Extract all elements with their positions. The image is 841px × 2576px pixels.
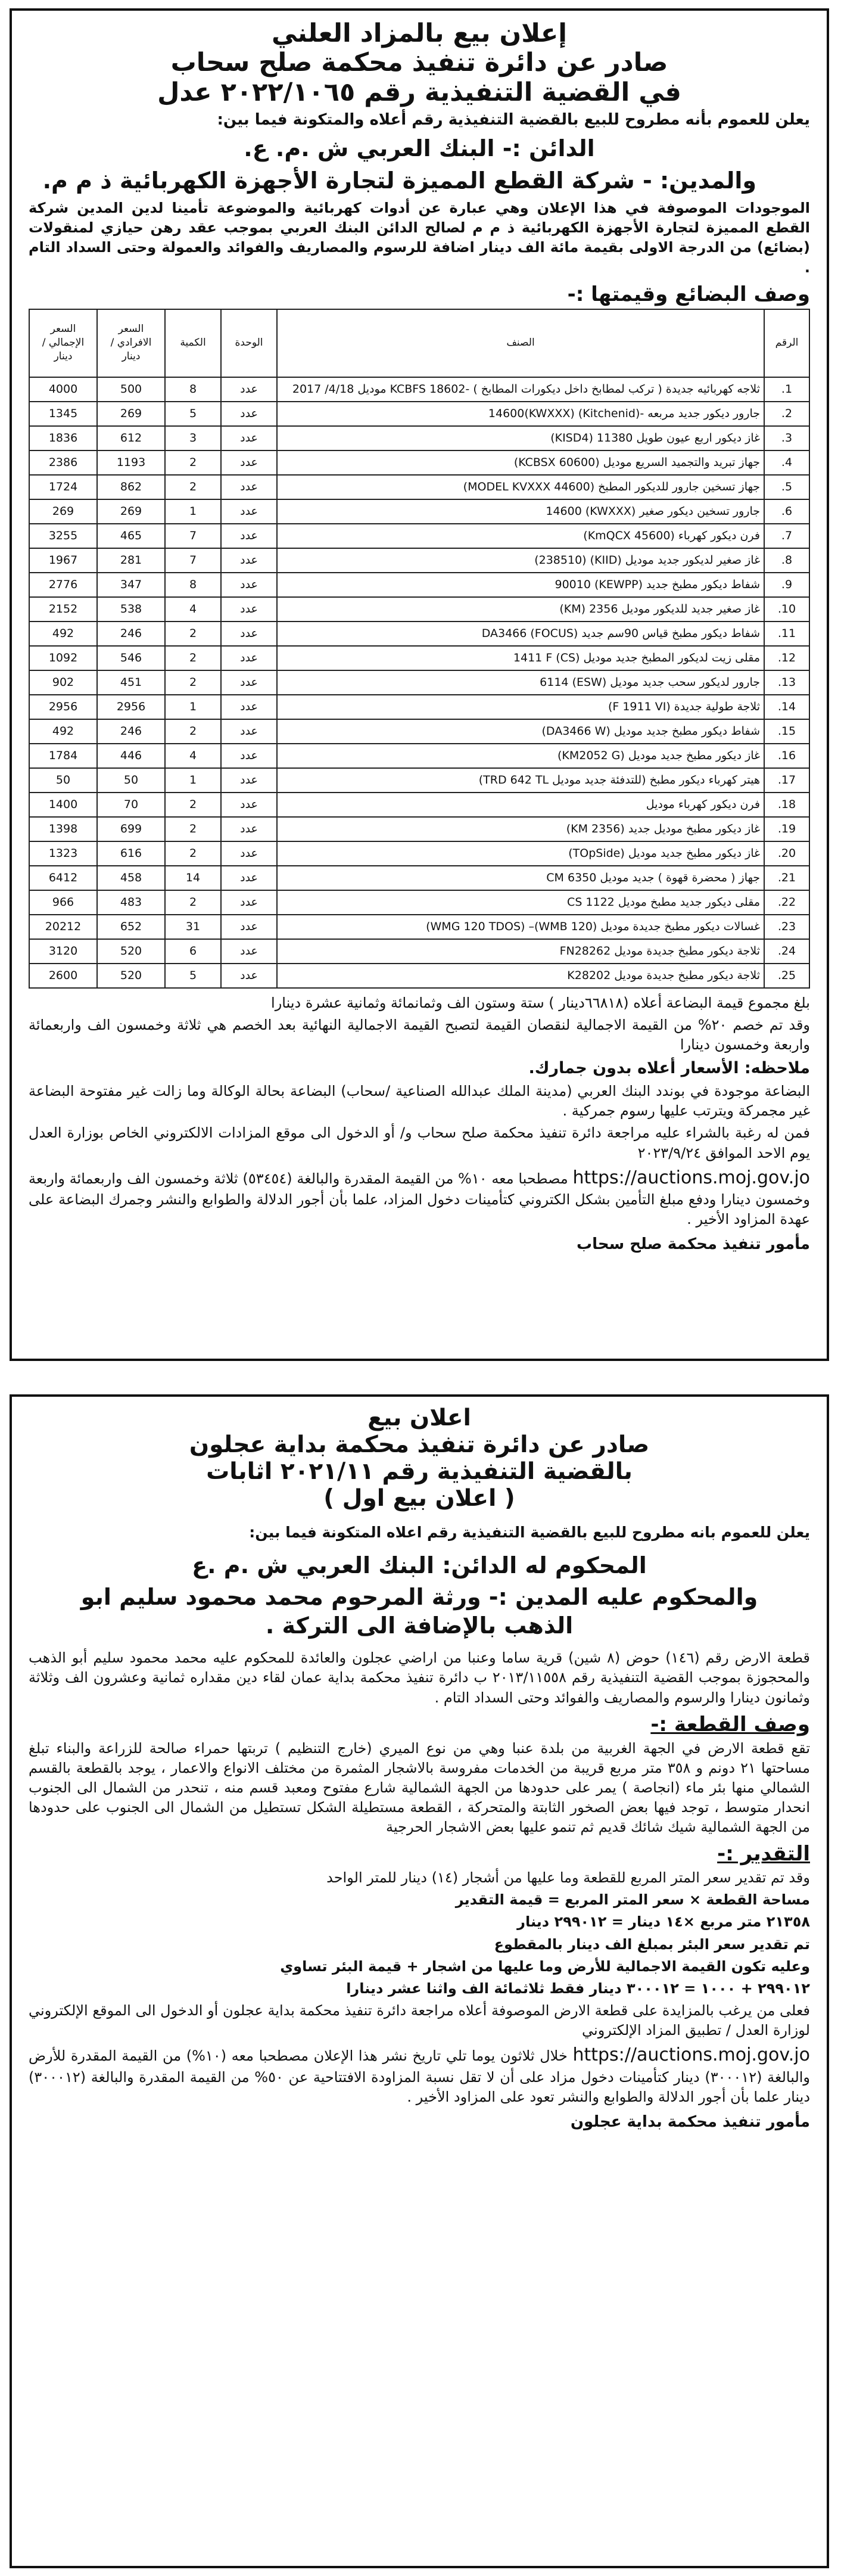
cell-total: 492 [29,622,97,646]
cell-total: 2776 [29,573,97,597]
note: ملاحظه: الأسعار أعلاه بدون جمارك. [528,1058,810,1077]
cell-total: 20212 [29,915,97,939]
valuation-line-2: مساحة القطعة × سعر المتر المربع = قيمة التقدير [455,1891,810,1909]
cell-no: 1. [764,377,809,402]
table-row [29,597,809,622]
table-row [29,964,809,988]
cell-item: غاز ديكور مطبخ جديد موديل (KM2052 G) [277,744,764,768]
cell-total: 2386 [29,450,97,475]
table-row [29,622,809,646]
cell-no: 24. [764,939,809,964]
goods-heading: وصف البضائع وقيمتها :- [567,282,810,306]
cell-item: مقلى زيت لديكور المطبخ جديد موديل (CS) 1411 F [277,646,764,670]
cell-unit: عدد [221,573,277,597]
cell-no: 3. [764,426,809,450]
cell-total: 1784 [29,744,97,768]
cell-item: غاز ديكور اربع عيون طويل 11380 (KISD4) [277,426,764,450]
cell-unit: عدد [221,964,277,988]
cell-qty: 1 [165,768,221,793]
table-row [29,548,809,573]
cell-unit-price: 1193 [97,450,165,475]
cell-qty: 2 [165,719,221,744]
cell-item: فرن ديكور كهرباء موديل [277,793,764,817]
cell-no: 22. [764,890,809,915]
goods-table [29,309,810,989]
cell-item: غسالات ديكور مطبخ جديدة موديل (WMB 120)– (WMG 120 TDOS) [277,915,764,939]
cell-total: 1092 [29,646,97,670]
cell-unit-price: 546 [97,646,165,670]
cell-unit-price: 862 [97,475,165,499]
cell-unit: عدد [221,475,277,499]
cell-qty: 6 [165,939,221,964]
valuation-heading: التقدير :- [717,1842,810,1866]
cell-item: ثلاجة ديكور مطبخ جديدة موديل FN28262 [277,939,764,964]
cell-unit: عدد [221,939,277,964]
cell-no: 4. [764,450,809,475]
cell-total: 4000 [29,377,97,402]
cell-no: 15. [764,719,809,744]
goods-table-header [29,309,809,377]
discount-text: وقد تم خصم ٢٠% من القيمة الاجمالية لنقصان القيمة لتصبح القيمة الاجمالية النهائية بعد الخصم هي ثلاثة وخمسون الف واربعمائة واربعة وخمسون دينارا [29,1016,811,1053]
cell-total: 6412 [29,866,97,890]
cell-no: 10. [764,597,809,622]
cell-total: 3120 [29,939,97,964]
notice2-auction-url[interactable]: https://auctions.moj.gov.jo [572,2044,810,2066]
total-text: بلغ مجموع قيمة البضاعة أعلاه (٦٦٨١٨دينار ) ستة وستون الف وثمانمائة وثمانية عشرة دينارا [271,994,810,1011]
table-row [29,744,809,768]
cell-no: 2. [764,402,809,426]
cell-item: شفاط ديكور مطبخ جديد موديل (DA3466 W) [277,719,764,744]
notice1-title: إعلان بيع بالمزاد العلني [271,18,568,48]
location-text: البضاعة موجودة في بوندد البنك العربي (مدينة الملك عبدالله الصناعية /سحاب) البضاعة بحالة الوكالة وما زالت غير مفتوحة البضاعة غير مجمركة ويترتب عليها رسوم جمركية . [29,1083,810,1120]
notice1-signature: مأمور تنفيذ محكمة صلح سحاب [577,1235,810,1254]
cell-unit: عدد [221,548,277,573]
cell-no: 6. [764,499,809,524]
notice2-creditor: المحكوم له الدائن: البنك العربي ش .م .ع [192,1552,647,1578]
cell-unit-price: 465 [97,524,165,548]
table-row [29,402,809,426]
cell-unit-price: 269 [97,499,165,524]
cell-unit: عدد [221,524,277,548]
cell-qty: 14 [165,866,221,890]
goods-table-body [29,377,809,988]
cell-unit-price: 2956 [97,695,165,719]
cell-unit: عدد [221,622,277,646]
cell-no: 25. [764,964,809,988]
cell-unit: عدد [221,793,277,817]
table-row [29,890,809,915]
cell-unit: عدد [221,670,277,695]
notice2-bid-text-1: فعلى من يرغب بالمزايدة على قطعة الارض الموصوفة أعلاه مراجعة دائرة تنفيذ محكمة بداية عجلون أو الدخول الى الموقع الإلكتروني لوزارة العدل / تطبيق المزاد الإلكتروني [29,2002,810,2039]
cell-qty: 7 [165,524,221,548]
cell-item: غاز صغير لديكور جديد موديل (KIID) (238510) [277,548,764,573]
cell-no: 18. [764,793,809,817]
cell-item: جارور لديكور سحب جديد موديل (ESW) 6114 [277,670,764,695]
auction-url[interactable]: https://auctions.moj.gov.jo [572,1167,811,1188]
cell-item: جهاز ( محضرة قهوة ) جديد موديل CM 6350 [277,866,764,890]
cell-qty: 2 [165,890,221,915]
cell-unit-price: 269 [97,402,165,426]
cell-item: ثلاجه كهربائيه جديدة ( تركب لمطابخ داخل ديكورات المطابخ ) -KCBFS 18602 موديل 4/18/ 2017 [277,377,764,402]
cell-total: 2152 [29,597,97,622]
notice2-bid-text-2 [29,2043,810,2107]
cell-no: 14. [764,695,809,719]
notice1-intro: يعلن للعموم بأنه مطروح للبيع بالقضية التنفيذية رقم أعلاه والمتكونة فيما بين: [217,111,810,129]
table-row [29,719,809,744]
cell-unit-price: 446 [97,744,165,768]
notice2-intro: يعلن للعموم بانه مطروح للبيع بالقضية التنفيذية رقم اعلاه المتكونة فيما بين: [249,1524,810,1542]
cell-unit: عدد [221,890,277,915]
cell-unit-price: 616 [97,841,165,866]
plot-heading: وصف القطعة :- [650,1712,810,1736]
cell-qty: 8 [165,573,221,597]
cell-no: 20. [764,841,809,866]
table-row [29,915,809,939]
land-text: قطعة الارض رقم (١٤٦) حوض (٨ شين) قرية ساما وعنبا من اراضي عجلون والعائدة للمحكوم عليه محمد محمود سليم أبو الذهب والمحجوزة بموجب القضية التنفيذية رقم ٢٠١٣/١١٥٥٨ ب دائرة تنفيذ محكمة بداية عمان لقاء دين مقداره ثمانية وعشرون الف وثلاثة وثمانون دينارا والرسوم والمصاريف والفوائد وحتى السداد التام . [29,1649,811,1706]
valuation-line-1: وقد تم تقدير سعر المتر المربع للقطعة وما عليها من أشجار (١٤) دينار للمتر الواحد [326,1869,810,1887]
cell-unit-price: 70 [97,793,165,817]
cell-unit: عدد [221,597,277,622]
plot-text: تقع قطعة الارض في الجهة الغربية من بلدة عنبا وهي من نوع الميري (خارج التنظيم ) تربتها حمراء صالحة للزراعة والبناء تبلغ مساحتها ٢١ دونم و ٣٥٨ متر مربع قريبة من الخدمات مفروسة بالاشجار المثمرة من مختلف الانواع والاعمار ، يوجد بالقطعة بالقسم الشمالي منها بئر ماء (انجاصة ) يمر على حدودها من الجهة الشمالية شارع مفتوح ومعبد قسم منه ، تنحدر من الشمال الى الجنوب انحدار متوسط ، توجد فيها بعض الصخور الثابتة والمتحركة ، القطعة مستطيلة الشكل تستطيل من الشمال الى الجنوب على حدودها من الجهة الشمالية شيك شائك قديم ثم تنمو عليها بعض الاشجار الحرجية [29,1739,810,1836]
cell-total: 1345 [29,402,97,426]
cell-total: 2600 [29,964,97,988]
cell-no: 19. [764,817,809,841]
table-row [29,866,809,890]
cell-total: 966 [29,890,97,915]
cell-qty: 4 [165,744,221,768]
cell-unit-price: 538 [97,597,165,622]
table-row [29,646,809,670]
cell-no: 16. [764,744,809,768]
cell-unit: عدد [221,817,277,841]
valuation-line-6: ٢٩٩٠١٢ + ١٠٠٠ = ٣٠٠٠١٢ دينار فقط ثلاثمائة الف واثنا عشر دينارا [346,1980,810,1997]
cell-no: 12. [764,646,809,670]
table-row [29,450,809,475]
cell-item: ثلاجة ديكور مطبخ جديدة موديل K28202 [277,964,764,988]
cell-no: 21. [764,866,809,890]
cell-unit-price: 652 [97,915,165,939]
cell-unit: عدد [221,866,277,890]
header-no: الرقم [764,309,809,377]
header-unit-price: السعر الافرادي / دينار [97,309,165,377]
cell-total: 1836 [29,426,97,450]
cell-no: 8. [764,548,809,573]
cell-total: 1967 [29,548,97,573]
notice1-issuer: صادر عن دائرة تنفيذ محكمة صلح سحاب [170,48,668,78]
cell-item: جارور ديكور جديد مربعه -(Kitchenid) 14600(KWXXX) [277,402,764,426]
cell-total: 1398 [29,817,97,841]
cell-total: 1323 [29,841,97,866]
table-row [29,768,809,793]
cell-unit-price: 500 [97,377,165,402]
bid-text-1: فمن له رغبة بالشراء عليه مراجعة دائرة تنفيذ محكمة صلح سحاب و/ أو الدخول الى موقع المزادات الالكتروني الخاص بوزارة العدل يوم الاحد الموافق ٢٠٢٣/٩/٢٤ [29,1124,810,1161]
table-row [29,695,809,719]
cell-qty: 3 [165,426,221,450]
cell-qty: 2 [165,793,221,817]
cell-unit-price: 246 [97,622,165,646]
cell-item: شفاط ديكور مطبخ قياس 90سم جديد (FOCUS) DA3466 [277,622,764,646]
cell-item: جهاز تبريد والتجميد السريع موديل (KCBSX 60600) [277,450,764,475]
notice2-signature: مأمور تنفيذ محكمة بداية عجلون [570,2112,810,2131]
cell-unit-price: 281 [97,548,165,573]
notice2-subtitle: ( اعلان بيع اول ) [323,1484,515,1512]
cell-qty: 2 [165,817,221,841]
cell-item: غاز صغير جديد للديكور موديل 2356 (KM) [277,597,764,622]
cell-total: 902 [29,670,97,695]
cell-qty: 8 [165,377,221,402]
cell-qty: 31 [165,915,221,939]
cell-item: فرن ديكور كهرباء (KmQCX 45600) [277,524,764,548]
cell-unit-price: 612 [97,426,165,450]
table-row [29,939,809,964]
cell-no: 5. [764,475,809,499]
cell-total: 50 [29,768,97,793]
cell-unit-price: 347 [97,573,165,597]
bid-text-2-body: مصطحبا معه ١٠% من القيمة المقدرة والبالغة (٥٣٤٥٤) ثلاثة وخمسون الف واربعمائة واربعة وخمسون دينارا ودفع مبلغ التأمين بشكل الكتروني كتأمينات دخول المزاد، علما بأن أجور الدلالة والطوابع والنشر وجمرك البضاعة على عهدة المزاود الأخير . [29,1170,810,1228]
notice2-case: بالقضية التنفيذية رقم ٢٠٢١/١١ اثابات [206,1458,633,1485]
table-row [29,475,809,499]
notice1-case: في القضية التنفيذية رقم ٢٠٢٢/١٠٦٥ عدل [157,77,681,107]
cell-no: 17. [764,768,809,793]
bid-text-2 [29,1166,810,1230]
cell-total: 1400 [29,793,97,817]
table-row [29,793,809,817]
cell-qty: 2 [165,475,221,499]
table-row [29,670,809,695]
cell-item: غاز ديكور مطبخ جديد موديل (TOpSide) [277,841,764,866]
cell-unit-price: 699 [97,817,165,841]
cell-unit-price: 520 [97,964,165,988]
cell-item: ثلاجة طولية جديدة (F 1911 VI) [277,695,764,719]
cell-total: 492 [29,719,97,744]
cell-item: جهاز تسخين جارور للديكور المطبخ (MODEL KVXXX 44600) [277,475,764,499]
cell-item: شفاط ديكور مطبخ جديد (KEWPP) 90010 [277,573,764,597]
cell-no: 9. [764,573,809,597]
table-row [29,499,809,524]
cell-unit-price: 50 [97,768,165,793]
cell-unit-price: 458 [97,866,165,890]
cell-unit: عدد [221,768,277,793]
cell-unit-price: 451 [97,670,165,695]
cell-unit: عدد [221,450,277,475]
table-row [29,817,809,841]
cell-unit-price: 520 [97,939,165,964]
cell-no: 11. [764,622,809,646]
cell-unit-price: 246 [97,719,165,744]
cell-qty: 2 [165,670,221,695]
cell-qty: 2 [165,450,221,475]
table-row [29,524,809,548]
cell-unit: عدد [221,841,277,866]
header-item: الصنف [277,309,764,377]
notice1-description: الموجودات الموصوفة في هذا الإعلان وهي عبارة عن أدوات كهربائية والموضوعة تأمينا لدين المدين شركة القطع المميزة لتجارة الأجهزة الكهربائية ذ م م لصالح الدائن البنك العربي بموجب عقد رهن حيازي لمنقولات (بضائع) من الدرجة الاولى بقيمة مائة الف دينار اضافة للرسوم والمصاريف والفوائد والعمولة وحتى السداد التام . [29,200,810,276]
table-row [29,426,809,450]
valuation-line-5: وعليه تكون القيمة الاجمالية للأرض وما عليها من اشجار + قيمة البئر تساوي [280,1957,810,1975]
cell-qty: 7 [165,548,221,573]
notice2-bid-text-2-body: خلال ثلاثون يوما تلي تاريخ نشر هذا الإعلان مصطحبا معه (١٠%) من القيمة المقدرة للأرض والبالغة (٣٠٠٠١٢) دينار كتأمينات دخول مزاد على أن لا تقل نسبة المزاودة الافتتاحية عن ٥٠% من القيمة المقدرة والبالغة (٣٠٠٠١٢) دينار علما بأن أجور الدلالة والطوابع والنشر تعود على المزاود الأخير . [29,2047,811,2105]
cell-unit: عدد [221,377,277,402]
cell-item: جارور تسخين ديكور صغير (KWXXX) 14600 [277,499,764,524]
cell-qty: 4 [165,597,221,622]
notice2-debtor: والمحكوم عليه المدين :- ورثة المرحوم محمد محمود سليم ابو الذهب بالإضافة الى التركة . [80,1584,758,1639]
notice1-creditor: الدائن :- البنك العربي ش .م. ع. [244,135,595,162]
cell-unit-price: 483 [97,890,165,915]
cell-unit: عدد [221,719,277,744]
notice2-title: اعلان بيع [367,1404,471,1431]
cell-item: هيتر كهرباء ديكور مطبخ (للتدفئة جديد موديل TRD 642 TL) [277,768,764,793]
cell-unit: عدد [221,744,277,768]
notice2-issuer: صادر عن دائرة تنفيذ محكمة بداية عجلون [189,1431,650,1458]
cell-total: 269 [29,499,97,524]
header-unit: الوحدة [221,309,277,377]
cell-unit: عدد [221,646,277,670]
auction-notice-ajloun [10,1394,829,2568]
cell-no: 7. [764,524,809,548]
cell-total: 1724 [29,475,97,499]
cell-unit: عدد [221,695,277,719]
table-row [29,377,809,402]
cell-qty: 1 [165,499,221,524]
header-total-price: السعر الإجمالي / دينار [29,309,97,377]
cell-item: غاز ديكور مطبخ موديل جديد (KM 2356) [277,817,764,841]
notice1-debtor: والمدين: - شركة القطع المميزة لتجارة الأجهزة الكهربائية ذ م م. [42,167,756,194]
cell-qty: 5 [165,964,221,988]
auction-notice-sahab [10,8,829,1361]
cell-qty: 5 [165,402,221,426]
cell-no: 23. [764,915,809,939]
valuation-line-4: تم تقدير سعر البئر بمبلغ الف دينار بالمقطوع [494,1935,810,1953]
cell-item: مقلى ديكور جديد مطبخ موديل CS 1122 [277,890,764,915]
header-qty: الكمية [165,309,221,377]
cell-unit: عدد [221,915,277,939]
cell-qty: 2 [165,622,221,646]
valuation-line-3: ٢١٣٥٨ متر مربع ×١٤ دينار = ٢٩٩٠١٢ دينار [517,1913,810,1931]
cell-unit: عدد [221,426,277,450]
cell-no: 13. [764,670,809,695]
cell-total: 2956 [29,695,97,719]
cell-qty: 1 [165,695,221,719]
cell-unit: عدد [221,499,277,524]
cell-qty: 2 [165,646,221,670]
table-row [29,841,809,866]
cell-qty: 2 [165,841,221,866]
table-row [29,573,809,597]
cell-total: 3255 [29,524,97,548]
cell-unit: عدد [221,402,277,426]
